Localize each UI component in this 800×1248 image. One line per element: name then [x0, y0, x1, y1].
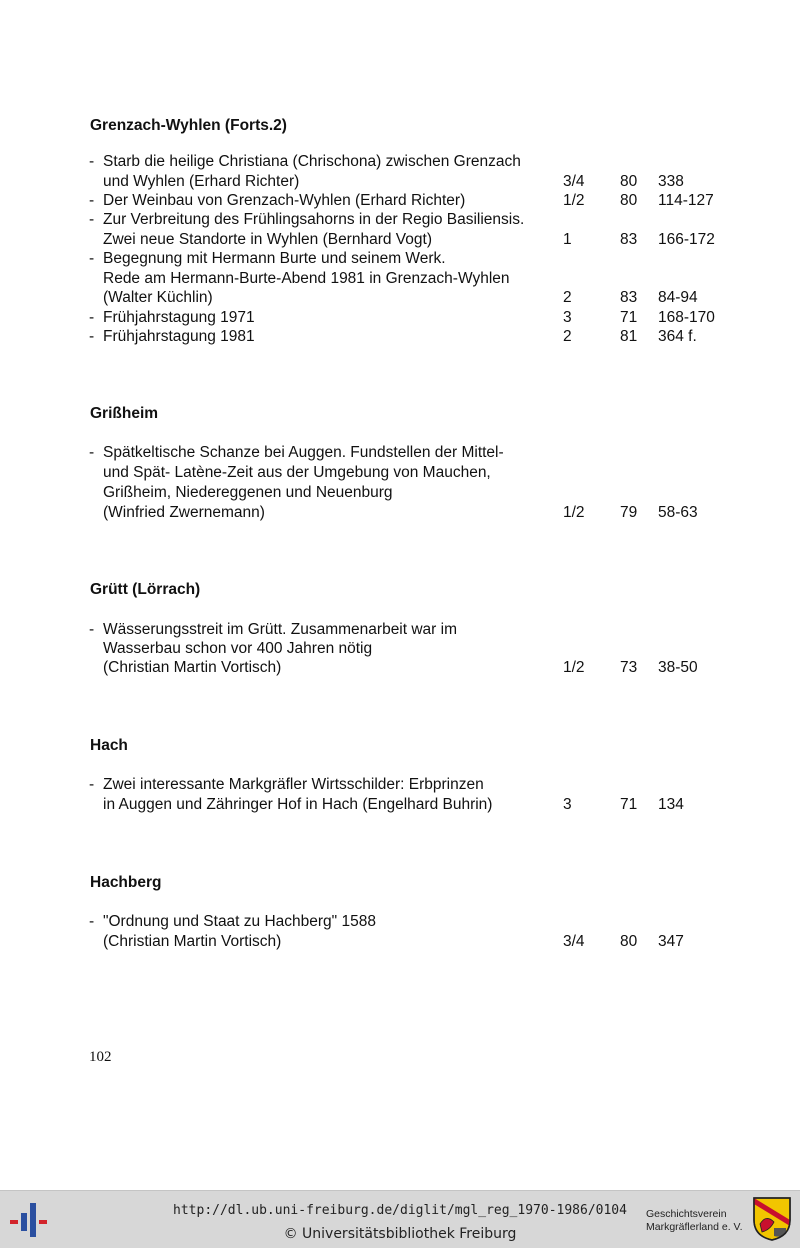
entry-issue: 1/2: [563, 659, 585, 676]
entry-text: Zur Verbreitung des Frühlingsahorns in der Regio Basiliensis.: [103, 211, 525, 228]
entry-issue: 1/2: [563, 504, 585, 521]
entry-row: [0, 483, 800, 503]
entry-text: (Christian Martin Vortisch): [103, 933, 282, 950]
entry-year: 81: [620, 328, 638, 345]
entry-issue: 1: [563, 231, 572, 248]
entry-row: [0, 503, 800, 523]
entry-year: 71: [620, 309, 638, 326]
entry-row: [0, 795, 800, 815]
entry-issue: 3: [563, 309, 572, 326]
entry-pages: 114-127: [658, 192, 714, 209]
entry-dash: -: [89, 621, 95, 638]
entry-year: 79: [620, 504, 638, 521]
entry-issue: 3/4: [563, 933, 585, 950]
entry-row: [0, 269, 800, 289]
entry-year: 80: [620, 933, 638, 950]
entry-text: Frühjahrstagung 1981: [103, 328, 255, 345]
entry-dash: -: [89, 913, 95, 930]
entry-row: [0, 249, 800, 269]
entry-year: 73: [620, 659, 638, 676]
entry-dash: -: [89, 776, 95, 793]
entry-text: und Spät- Latène-Zeit aus der Umgebung von Mauchen,: [103, 464, 491, 481]
entry-dash: -: [89, 250, 95, 267]
entry-pages: 58-63: [658, 504, 698, 521]
entry-year: 83: [620, 231, 638, 248]
entry-pages: 168-170: [658, 309, 715, 326]
entry-row: [0, 172, 800, 192]
entry-row: [0, 288, 800, 308]
entry-issue: 2: [563, 289, 572, 306]
entry-pages: 347: [658, 933, 684, 950]
entry-row: [0, 912, 800, 932]
entry-row: [0, 210, 800, 230]
entry-row: [0, 639, 800, 659]
entry-text: Frühjahrstagung 1971: [103, 309, 255, 326]
entry-issue: 2: [563, 328, 572, 345]
copyright-notice: © Universitätsbibliothek Freiburg: [283, 1226, 517, 1242]
section-heading: Grütt (Lörrach): [90, 581, 201, 598]
entry-text: (Winfried Zwernemann): [103, 504, 265, 521]
entry-row: [0, 308, 800, 328]
entry-text: Der Weinbau von Grenzach-Wyhlen (Erhard Richter): [103, 192, 466, 209]
entry-dash: -: [89, 328, 95, 345]
entry-text: Wässerungsstreit im Grütt. Zusammenarbeit war im: [103, 621, 458, 638]
entry-row: [0, 230, 800, 250]
section-heading: Grißheim: [90, 405, 159, 422]
entry-text: Wasserbau schon vor 400 Jahren nötig: [103, 640, 373, 657]
entry-year: 83: [620, 289, 638, 306]
entry-text: in Auggen und Zähringer Hof in Hach (Engelhard Buhrin): [103, 796, 493, 813]
entry-issue: 3/4: [563, 173, 585, 190]
association-line2: Markgräflerland e. V.: [646, 1221, 743, 1233]
entry-row: [0, 775, 800, 795]
entry-text: Zwei interessante Markgräfler Wirtsschilder: Erbprinzen: [103, 776, 484, 793]
page-number: 102: [89, 1049, 112, 1065]
entry-row: [0, 658, 800, 678]
entry-year: 71: [620, 796, 638, 813]
markgraeflerland-crest-icon: [752, 1196, 792, 1242]
entry-text: und Wyhlen (Erhard Richter): [103, 173, 300, 190]
entry-year: 80: [620, 173, 638, 190]
entry-year: 80: [620, 192, 638, 209]
entry-pages: 134: [658, 796, 684, 813]
entry-row: [0, 327, 800, 347]
viewer-footer: [0, 1190, 800, 1248]
entry-pages: 364 f.: [658, 328, 697, 345]
entry-text: Rede am Hermann-Burte-Abend 1981 in Grenzach-Wyhlen: [103, 270, 510, 287]
section-heading: Grenzach-Wyhlen (Forts.2): [90, 117, 287, 134]
entry-row: [0, 191, 800, 211]
entry-pages: 38-50: [658, 659, 698, 676]
association-name: [646, 1208, 743, 1234]
entry-text: Zwei neue Standorte in Wyhlen (Bernhard Vogt): [103, 231, 432, 248]
entry-dash: -: [89, 444, 95, 461]
entry-dash: -: [89, 211, 95, 228]
entry-text: (Walter Küchlin): [103, 289, 213, 306]
entry-row: [0, 463, 800, 483]
permalink-url[interactable]: http://dl.ub.uni-freiburg.de/diglit/mgl_reg_1970-1986/0104: [173, 1203, 627, 1218]
section-heading: Hach: [90, 737, 128, 754]
entry-pages: 166-172: [658, 231, 715, 248]
entry-dash: -: [89, 309, 95, 326]
entry-row: [0, 620, 800, 640]
entry-text: Begegnung mit Hermann Burte und seinem Werk.: [103, 250, 446, 267]
entry-pages: 338: [658, 173, 684, 190]
entry-issue: 1/2: [563, 192, 585, 209]
entry-dash: -: [89, 192, 95, 209]
entry-row: [0, 932, 800, 952]
entry-row: [0, 152, 800, 172]
entry-text: "Ordnung und Staat zu Hachberg" 1588: [103, 913, 376, 930]
entry-text: (Christian Martin Vortisch): [103, 659, 282, 676]
entry-text: Grißheim, Niedereggenen und Neuenburg: [103, 484, 393, 501]
association-line1: Geschichtsverein: [646, 1208, 727, 1220]
entry-dash: -: [89, 153, 95, 170]
entry-issue: 3: [563, 796, 572, 813]
entry-row: [0, 443, 800, 463]
entry-pages: 84-94: [658, 289, 698, 306]
entry-text: Spätkeltische Schanze bei Auggen. Fundstellen der Mittel-: [103, 444, 504, 461]
section-heading: Hachberg: [90, 874, 162, 891]
entry-text: Starb die heilige Christiana (Chrischona) zwischen Grenzach: [103, 153, 521, 170]
